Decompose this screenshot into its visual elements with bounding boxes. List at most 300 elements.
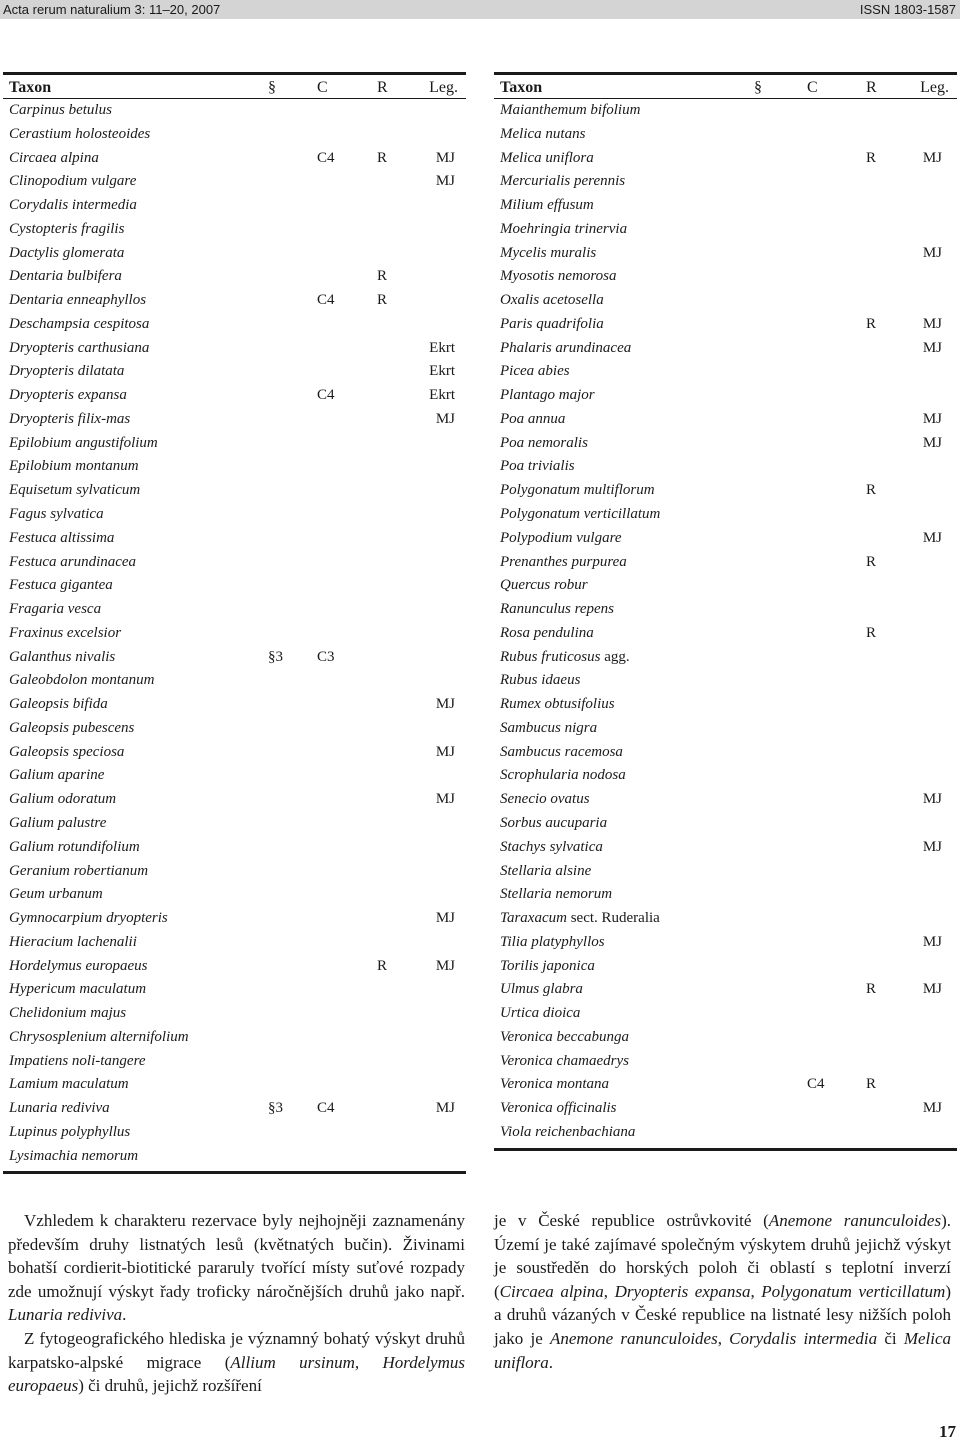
taxon-suffix: agg.	[600, 648, 630, 665]
taxon-name	[9, 1145, 138, 1169]
collector: MJ	[435, 957, 455, 974]
taxon-italic: Tilia platyphyllos	[500, 933, 605, 950]
taxon-italic: Clinopodium vulgare	[9, 173, 137, 190]
table-row	[494, 194, 957, 218]
table-row	[494, 907, 957, 931]
taxon-italic: Dryopteris filix-mas	[9, 410, 131, 427]
taxon-italic: Dryopteris carthusiana	[9, 339, 150, 356]
table-row	[3, 646, 466, 670]
taxon-italic: Deschampsia cespitosa	[9, 315, 150, 332]
taxon-name	[9, 669, 154, 693]
taxon-italic: Veronica officinalis	[500, 1100, 617, 1117]
header-taxon: Taxon	[9, 79, 52, 96]
taxon-name	[9, 598, 101, 622]
taxon-name	[9, 788, 116, 812]
taxon-italic: Chelidonium majus	[9, 1005, 127, 1022]
header-c: C	[807, 79, 818, 96]
taxon-name	[500, 717, 597, 741]
taxon-name	[500, 1097, 617, 1121]
taxon-italic: Ulmus glabra	[500, 981, 583, 998]
taxon-italic: Lamium maculatum	[9, 1076, 129, 1093]
protection-paragraph: §3	[268, 1100, 283, 1117]
table-row	[494, 289, 957, 313]
taxon-name	[9, 812, 106, 836]
taxon-italic: Cerastium holosteoides	[9, 125, 151, 142]
taxon-italic: Urtica dioica	[500, 1005, 581, 1022]
taxon-italic: Veronica beccabunga	[500, 1028, 629, 1045]
taxon-italic: Corydalis intermedia	[9, 197, 137, 214]
taxon-name	[9, 551, 136, 575]
taxon-italic: Veronica montana	[500, 1076, 610, 1093]
taxon-name	[500, 622, 594, 646]
table-row	[3, 384, 466, 408]
table-row	[494, 551, 957, 575]
regional-rarity: R	[377, 292, 388, 309]
taxon-italic: Viola reichenbachiana	[500, 1123, 636, 1140]
regional-rarity: R	[377, 149, 388, 166]
table-row	[3, 360, 466, 384]
table-row	[3, 123, 466, 147]
taxon-name	[500, 978, 583, 1002]
taxon-italic: Galium aparine	[9, 767, 105, 784]
table-row	[3, 907, 466, 931]
taxon-italic: Paris quadrifolia	[500, 315, 604, 332]
collector: MJ	[922, 933, 942, 950]
taxon-name	[500, 693, 615, 717]
collector: MJ	[922, 149, 942, 166]
taxon-name	[500, 479, 655, 503]
table-row	[494, 527, 957, 551]
collector: MJ	[922, 434, 942, 451]
taxon-name	[9, 147, 99, 171]
header-taxon: Taxon	[500, 79, 543, 96]
taxon-italic: Phalaris arundinacea	[500, 339, 632, 356]
taxon-italic: Galium odoratum	[9, 791, 117, 808]
taxon-italic: Sambucus racemosa	[500, 743, 623, 760]
collector: MJ	[435, 696, 455, 713]
collector: MJ	[922, 315, 942, 332]
table-row	[494, 574, 957, 598]
taxon-italic: Prenanthes purpurea	[500, 553, 627, 570]
taxon-italic: Mercurialis perennis	[500, 173, 626, 190]
regional-rarity: R	[866, 482, 877, 499]
regional-rarity: R	[866, 1076, 877, 1093]
taxon-name	[500, 551, 627, 575]
table-row	[494, 717, 957, 741]
taxon-italic: Galeobdolon montanum	[9, 672, 155, 689]
table-row	[494, 646, 957, 670]
taxon-italic: Oxalis acetosella	[500, 292, 604, 309]
table-row	[3, 717, 466, 741]
collector: Ekrt	[429, 387, 455, 404]
taxon-italic: Festuca arundinacea	[9, 553, 137, 570]
taxon-italic: Chrysosplenium alternifolium	[9, 1028, 189, 1045]
table-row	[494, 669, 957, 693]
collector: MJ	[435, 791, 455, 808]
table-row	[3, 432, 466, 456]
taxon-name	[500, 99, 640, 123]
taxon-italic: Lupinus polyphyllus	[9, 1123, 131, 1140]
taxon-name	[500, 337, 631, 361]
table-row	[3, 978, 466, 1002]
taxon-italic: Galanthus nivalis	[9, 648, 116, 665]
taxon-name	[500, 313, 604, 337]
taxon-italic: Gymnocarpium dryopteris	[9, 910, 168, 927]
taxon-italic: Stellaria nemorum	[500, 886, 613, 903]
taxon-italic: Galium palustre	[9, 814, 107, 831]
taxon-italic: Veronica chamaedrys	[500, 1052, 629, 1069]
taxon-name	[9, 574, 113, 598]
taxon-italic: Cystopteris fragilis	[9, 220, 125, 237]
table-row	[494, 955, 957, 979]
taxon-italic: Moehringia trinervia	[500, 220, 628, 237]
paragraph: je v České republice ostrůvkovité (Anemone ranunculoides). Území je také zajímavé společným výskytem druhů jejichž výskyt je soustředěn do horských poloh či oblastí s teplotní inverzí (Circaea alpina, Dryopteris expansa, Polygonatum verticillatum) a druhů vázaných v České republice na listnaté lesy nižších poloh jako je Anemone ranunculoides, Corydalis intermedia či Melica uniflora.	[494, 1211, 952, 1372]
taxon-name	[500, 289, 604, 313]
taxon-name	[500, 1121, 635, 1145]
taxon-name	[9, 1097, 110, 1121]
taxon-name	[9, 289, 146, 313]
collector: MJ	[922, 1100, 942, 1117]
table-row	[494, 1002, 957, 1026]
table-row	[3, 1073, 466, 1097]
table-row	[494, 123, 957, 147]
table-row	[3, 479, 466, 503]
taxon-italic: Geum urbanum	[9, 886, 103, 903]
taxon-italic: Fagus sylvatica	[9, 506, 104, 523]
table-row	[494, 1097, 957, 1121]
taxon-italic: Polygonatum multiflorum	[500, 482, 655, 499]
taxon-name	[500, 931, 605, 955]
taxon-italic: Circaea alpina	[9, 149, 99, 166]
taxon-italic: Lysimachia nemorum	[9, 1147, 139, 1164]
table-row	[3, 693, 466, 717]
species-table-right	[494, 72, 957, 1151]
taxon-italic: Dentaria bulbifera	[9, 268, 122, 285]
taxon-italic: Myosotis nemorosa	[500, 268, 617, 285]
regional-rarity: R	[866, 553, 877, 570]
taxon-name	[9, 883, 103, 907]
table-row	[3, 1145, 466, 1169]
taxon-italic: Geranium robertianum	[9, 862, 149, 879]
taxon-italic: Torilis japonica	[500, 957, 595, 974]
taxon-name	[9, 218, 124, 242]
body-text-right	[494, 1209, 951, 1374]
taxon-name	[500, 170, 625, 194]
taxon-name	[9, 860, 148, 884]
taxon-name	[500, 1073, 609, 1097]
taxon-italic: Galeopsis speciosa	[9, 743, 125, 760]
taxon-name	[9, 360, 124, 384]
taxon-name	[500, 123, 585, 147]
taxon-name	[9, 455, 139, 479]
taxon-italic: Poa annua	[500, 410, 566, 427]
taxon-name	[9, 527, 114, 551]
taxon-italic: Galium rotundifolium	[9, 838, 140, 855]
table-row	[3, 147, 466, 171]
taxon-italic: Stachys sylvatica	[500, 838, 603, 855]
table-row	[494, 384, 957, 408]
taxon-name	[500, 242, 596, 266]
taxon-italic: Ranunculus repens	[500, 601, 615, 618]
taxon-name	[9, 622, 121, 646]
taxon-name	[500, 764, 626, 788]
taxon-name	[500, 741, 623, 765]
taxon-italic: Melica nutans	[500, 125, 586, 142]
taxon-italic: Rumex obtusifolius	[500, 696, 615, 713]
table-row	[494, 741, 957, 765]
taxon-name	[500, 669, 580, 693]
taxon-italic: Polygonatum verticillatum	[500, 506, 661, 523]
collector: MJ	[435, 149, 455, 166]
taxon-name	[500, 265, 617, 289]
taxon-name	[500, 194, 594, 218]
table-row	[3, 788, 466, 812]
table-row	[494, 836, 957, 860]
header-paragraph: §	[268, 79, 276, 96]
regional-rarity: R	[866, 149, 877, 166]
taxon-name	[500, 812, 607, 836]
red-list-category: C4	[317, 149, 335, 166]
table-row	[3, 99, 466, 123]
taxon-name	[9, 836, 140, 860]
taxon-name	[500, 503, 660, 527]
protection-paragraph: §3	[268, 648, 283, 665]
body-text-left	[8, 1209, 465, 1398]
table-row	[494, 978, 957, 1002]
table-row	[3, 764, 466, 788]
taxon-name	[500, 1026, 629, 1050]
taxon-italic: Melica uniflora	[500, 149, 594, 166]
table-row	[3, 337, 466, 361]
taxon-italic: Sambucus nigra	[500, 719, 598, 736]
collector: MJ	[435, 410, 455, 427]
table-body-left	[3, 99, 466, 1174]
table-row	[3, 170, 466, 194]
table-row	[3, 622, 466, 646]
table-row	[3, 455, 466, 479]
taxon-name	[9, 1050, 146, 1074]
taxon-name	[500, 955, 595, 979]
running-head	[0, 0, 960, 19]
red-list-category: C4	[807, 1076, 825, 1093]
taxon-name	[500, 147, 594, 171]
taxon-name	[500, 574, 588, 598]
taxon-italic: Plantago major	[500, 387, 595, 404]
table-row	[494, 1073, 957, 1097]
taxon-italic: Poa trivialis	[500, 458, 575, 475]
collector: MJ	[922, 529, 942, 546]
taxon-name	[9, 717, 134, 741]
collector: MJ	[435, 910, 455, 927]
collector: Ekrt	[429, 339, 455, 356]
taxon-name	[9, 1073, 129, 1097]
table-row	[3, 289, 466, 313]
taxon-name	[500, 788, 590, 812]
taxon-name	[9, 242, 124, 266]
taxon-name	[9, 1002, 126, 1026]
table-row	[3, 218, 466, 242]
taxon-italic: Rubus idaeus	[500, 672, 581, 689]
collector: MJ	[922, 838, 942, 855]
taxon-name	[9, 313, 149, 337]
taxon-name	[9, 764, 104, 788]
regional-rarity: R	[866, 981, 877, 998]
collector: Ekrt	[429, 363, 455, 380]
taxon-italic: Taraxacum	[500, 910, 567, 927]
taxon-name	[9, 1121, 130, 1145]
table-row	[3, 955, 466, 979]
taxon-name	[500, 218, 627, 242]
table-row	[3, 194, 466, 218]
regional-rarity: R	[866, 315, 877, 332]
table-row	[3, 1050, 466, 1074]
taxon-italic: Hypericum maculatum	[9, 981, 147, 998]
table-row	[3, 836, 466, 860]
taxon-name	[500, 598, 614, 622]
table-row	[3, 812, 466, 836]
taxon-name	[500, 646, 630, 670]
taxon-name	[9, 978, 146, 1002]
taxon-name	[500, 1050, 629, 1074]
table-row	[494, 1026, 957, 1050]
taxon-italic: Poa nemoralis	[500, 434, 588, 451]
table-row	[3, 503, 466, 527]
taxon-name	[500, 860, 591, 884]
taxon-italic: Senecio ovatus	[500, 791, 590, 808]
taxon-name	[500, 527, 622, 551]
header-leg: Leg.	[920, 79, 949, 96]
table-row	[494, 1050, 957, 1074]
taxon-italic: Epilobium angustifolium	[9, 434, 158, 451]
table-row	[3, 669, 466, 693]
taxon-italic: Sorbus aucuparia	[500, 814, 608, 831]
table-row	[494, 170, 957, 194]
collector: MJ	[435, 743, 455, 760]
header-c: C	[317, 79, 328, 96]
taxon-italic: Fraxinus excelsior	[9, 624, 122, 641]
taxon-italic: Maianthemum bifolium	[500, 102, 641, 118]
paragraph: Z fytogeografického hlediska je významný bohatý výskyt druhů karpatsko-alpské migrace (Allium ursinum, Hordelymus europaeus) či druhů, jejichž rozšíření	[8, 1328, 465, 1396]
taxon-italic: Galeopsis bifida	[9, 696, 108, 713]
table-row	[3, 1026, 466, 1050]
table-row	[494, 99, 957, 123]
taxon-name	[9, 955, 147, 979]
table-row	[494, 812, 957, 836]
issn: ISSN 1803-1587	[859, 2, 956, 17]
taxon-italic: Dentaria enneaphyllos	[9, 292, 147, 309]
taxon-italic: Stellaria alsine	[500, 862, 592, 879]
table-row	[3, 265, 466, 289]
taxon-italic: Hieracium lachenalii	[9, 933, 137, 950]
table-row	[494, 432, 957, 456]
taxon-italic: Quercus robur	[500, 577, 588, 594]
red-list-category: C4	[317, 292, 335, 309]
taxon-name	[9, 123, 150, 147]
table-row	[3, 741, 466, 765]
taxon-name	[500, 883, 612, 907]
table-row	[3, 574, 466, 598]
table-row	[494, 598, 957, 622]
taxon-name	[9, 408, 130, 432]
taxon-name	[9, 384, 127, 408]
taxon-name	[9, 432, 158, 456]
table-row	[3, 860, 466, 884]
red-list-category: C4	[317, 1100, 335, 1117]
table-row	[3, 408, 466, 432]
taxon-italic: Polypodium vulgare	[500, 529, 622, 546]
taxon-italic: Dryopteris dilatata	[9, 363, 125, 380]
table-row	[3, 1097, 466, 1121]
taxon-name	[9, 741, 124, 765]
table-row	[494, 242, 957, 266]
page-number: 17	[939, 1422, 956, 1441]
taxon-italic: Dactylis glomerata	[9, 244, 125, 261]
taxon-name	[9, 99, 112, 123]
table-row	[3, 931, 466, 955]
taxon-name	[9, 337, 149, 361]
table-header	[3, 72, 466, 99]
taxon-name	[500, 1002, 580, 1026]
regional-rarity: R	[377, 268, 388, 285]
table-row	[3, 242, 466, 266]
taxon-name	[500, 360, 570, 384]
red-list-category: C4	[317, 387, 335, 404]
table-row	[494, 788, 957, 812]
table-row	[494, 860, 957, 884]
taxon-name	[9, 265, 122, 289]
taxon-italic: Hordelymus europaeus	[9, 957, 148, 974]
table-row	[494, 408, 957, 432]
header-r: R	[377, 79, 388, 96]
taxon-italic: Galeopsis pubescens	[9, 719, 135, 736]
table-row	[494, 147, 957, 171]
taxon-name	[500, 432, 588, 456]
collector: MJ	[922, 244, 942, 261]
table-row	[494, 503, 957, 527]
table-row	[3, 883, 466, 907]
table-row	[494, 360, 957, 384]
table-row	[3, 313, 466, 337]
header-r: R	[866, 79, 877, 96]
taxon-name	[9, 693, 108, 717]
taxon-italic: Impatiens noli-tangere	[9, 1052, 146, 1069]
header-leg: Leg.	[429, 79, 458, 96]
taxon-italic: Rubus fruticosus	[500, 648, 601, 665]
table-row	[494, 1121, 957, 1145]
paragraph: Vzhledem k charakteru rezervace byly nejhojněji zaznamenány především druhy listnatých lesů (květnatých bučin). Živinami bohatší cordierit-biotitické pararuly tvořící místy suťové rozpady zde umožnují výskyt řady troficky náročnějších druhů jako např. Lunaria rediviva.	[8, 1211, 465, 1325]
collector: MJ	[435, 1100, 455, 1117]
taxon-italic: Picea abies	[500, 363, 570, 380]
taxon-italic: Festuca altissima	[9, 529, 115, 546]
taxon-name	[9, 194, 137, 218]
table-row	[494, 693, 957, 717]
collector: MJ	[922, 791, 942, 808]
taxon-name	[9, 907, 168, 931]
taxon-name	[9, 931, 137, 955]
taxon-italic: Milium effusum	[500, 197, 594, 214]
regional-rarity: R	[377, 957, 388, 974]
table-row	[3, 1002, 466, 1026]
table-row	[494, 931, 957, 955]
taxon-name	[9, 479, 140, 503]
collector: MJ	[922, 981, 942, 998]
taxon-italic: Rosa pendulina	[500, 624, 594, 641]
taxon-italic: Equisetum sylvaticum	[9, 482, 141, 499]
taxon-italic: Mycelis muralis	[500, 244, 597, 261]
table-row	[494, 337, 957, 361]
table-row	[3, 598, 466, 622]
taxon-name	[9, 503, 104, 527]
